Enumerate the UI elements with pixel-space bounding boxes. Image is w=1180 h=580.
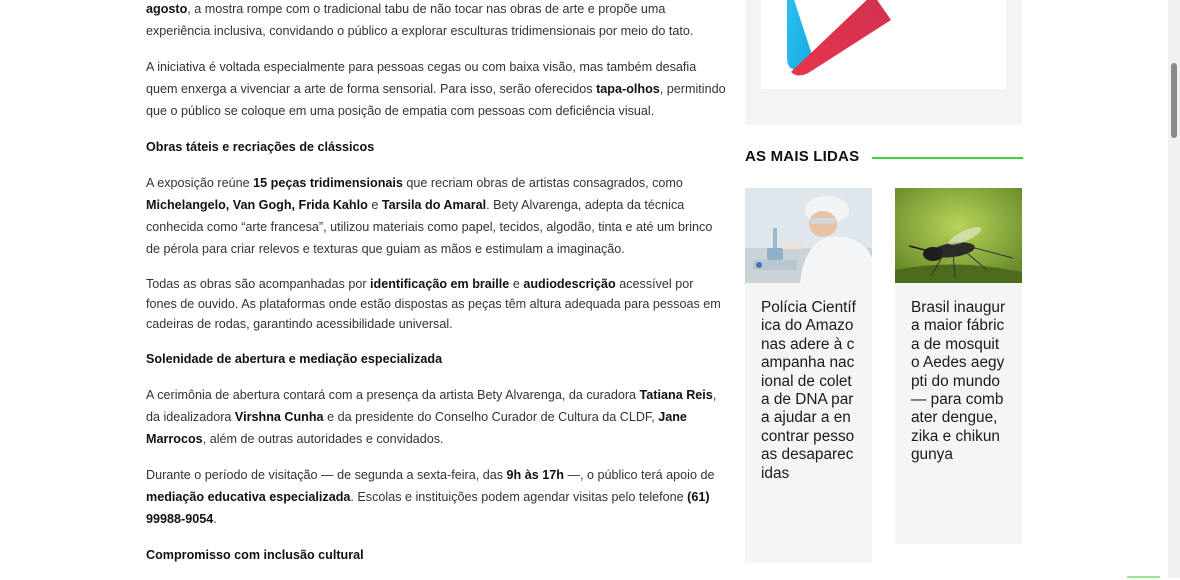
article-paragraph — [146, 172, 726, 260]
lab-photo-icon — [745, 188, 872, 283]
article-paragraph — [146, 384, 726, 450]
bold-text: Jane Marrocos — [146, 410, 687, 446]
bold-text: agosto — [146, 2, 188, 16]
paragraph-text: A iniciativa é voltada especialmente para pessoas cegas ou com baixa visão, mas também desafia quem enxerga a vivenciar a arte de forma sensorial. Para isso, serão oferecidos — [146, 60, 697, 96]
card-image[interactable] — [745, 188, 872, 283]
paragraph-text: , permitindo que o público se coloque em uma posição de empatia com pessoas com deficiência visual. — [146, 82, 726, 118]
section-heading: Compromisso com inclusão cultural — [146, 548, 364, 562]
bold-text: tapa-olhos — [596, 82, 660, 96]
article-paragraph — [146, 464, 726, 530]
paragraph-text: , a mostra rompe com o tradicional tabu de não tocar nas obras de arte e propõe uma experiência inclusiva, convidando o público a explorar esculturas tridimensionais por meio do tato. — [146, 2, 694, 38]
bold-text: Tatiana Reis — [639, 388, 713, 402]
bold-text: identificação em braille — [370, 277, 510, 291]
bold-text: (61) 99988-9054 — [146, 490, 710, 526]
mosquito-photo-icon — [895, 188, 1022, 283]
paragraph-text: —, o público terá apoio de — [563, 468, 715, 482]
most-read-title: AS MAIS LIDAS — [745, 148, 860, 165]
paragraph-text: e — [509, 277, 524, 291]
paragraph-text: A cerimônia de abertura contará com a presença da artista Bety Alvarenga, da curadora — [146, 388, 640, 402]
ad-banner[interactable] — [745, 0, 1022, 125]
paragraph-text: e da presidente do Conselho Curador de Cultura da CLDF, — [323, 410, 659, 424]
paragraph-text: Todas as obras são acompanhadas por — [146, 277, 371, 291]
paragraph-text: . Bety Alvarenga, adepta da técnica conhecida como “arte francesa”, utilizou materiais como papel, tecidos, algodão, tinta e até um brinco de pérola para criar relevos e texturas que guiam as mãos e estimulam a imaginação. — [146, 198, 713, 256]
article-paragraph — [146, 0, 726, 42]
paragraph-text: Durante o período de visitação — de segunda a sexta-feira, das — [146, 468, 507, 482]
most-read-card[interactable] — [745, 188, 872, 563]
paragraph-text: acessível por fones de ouvido. As plataformas onde estão dispostas as peças têm altura adequada para pessoas em cadeiras de rodas, garantindo acessibilidade universal. — [146, 277, 721, 331]
paragraph-text: e — [367, 198, 382, 212]
article-body — [146, 0, 726, 580]
ad-image[interactable] — [761, 0, 1006, 89]
article-paragraph — [146, 56, 726, 122]
scrollbar-thumb[interactable] — [1171, 63, 1177, 138]
paragraph-text: que recriam obras de artistas consagrados, como — [402, 176, 683, 190]
bold-text: Virshna Cunha — [234, 410, 324, 424]
bold-text: Tarsila do Amaral — [381, 198, 487, 212]
paragraph-text: , além de outras autoridades e convidados. — [202, 432, 444, 446]
paragraph-text: . Escolas e instituições podem agendar visitas pelo telefone — [350, 490, 688, 504]
card-title[interactable]: Polícia Científica do Amazonas adere à campanha nacional de coleta de DNA para ajudar a encontrar pessoas desaparecidas — [761, 299, 856, 482]
paragraph-text: . — [213, 512, 217, 526]
header-accent-line — [872, 157, 1023, 159]
paragraph-text: , da idealizadora — [146, 388, 717, 424]
card-image[interactable] — [895, 188, 1022, 283]
bold-text: 15 peças tridimensionais — [253, 176, 403, 190]
most-read-card[interactable] — [895, 188, 1022, 544]
card-title[interactable]: Brasil inaugura maior fábrica de mosquito Aedes aegypti do mundo — para combater dengue, zika e chikungunya — [911, 299, 1006, 464]
bold-text: mediação educativa especializada — [146, 490, 351, 504]
bold-text: 9h às 17h — [506, 468, 564, 482]
most-read-header — [745, 148, 1023, 168]
paragraph-text: A exposição reúne — [146, 176, 254, 190]
google-play-logo-icon — [761, 0, 1006, 89]
article-paragraph — [146, 274, 726, 334]
vertical-scrollbar[interactable] — [1168, 0, 1180, 578]
bold-text: Michelangelo, Van Gogh, Frida Kahlo — [146, 198, 368, 212]
section-heading: Solenidade de abertura e mediação especializada — [146, 352, 443, 366]
bold-text: audiodescrição — [523, 277, 616, 291]
section-heading: Obras táteis e recriações de clássicos — [146, 140, 375, 154]
